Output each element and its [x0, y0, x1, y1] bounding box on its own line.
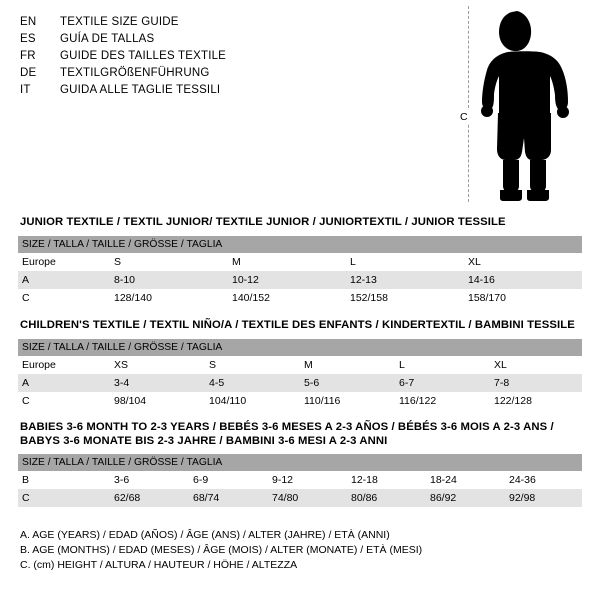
- cell: 74/80: [268, 489, 347, 507]
- section-heading-babies: [20, 420, 554, 448]
- cell: 80/86: [347, 489, 426, 507]
- cell: M: [300, 356, 395, 374]
- babies-size-table: [18, 454, 582, 507]
- language-title: GUIDE DES TAILLES TEXTILE: [60, 50, 227, 62]
- row-label: A: [18, 374, 110, 392]
- cell: L: [395, 356, 490, 374]
- height-guide-line: [468, 6, 469, 202]
- cell: 3-4: [110, 374, 205, 392]
- section-heading-babies-line1: BABIES 3-6 MONTH TO 2-3 YEARS / BEBÉS 3-6 MESES A 2-3 AÑOS / BÉBÉS 3-6 MOIS A 2-3 ANS /: [20, 421, 554, 433]
- cell: 122/128: [490, 392, 582, 410]
- cell: S: [110, 253, 228, 271]
- table-header-row: [18, 454, 582, 471]
- cell: 116/122: [395, 392, 490, 410]
- cell: 12-18: [347, 471, 426, 489]
- junior-size-table: [18, 236, 582, 307]
- table-header-label: SIZE / TALLA / TAILLE / GRÖSSE / TAGLIA: [18, 236, 582, 253]
- footnote-block: [20, 528, 422, 573]
- language-title: TEXTILE SIZE GUIDE: [60, 16, 179, 28]
- measure-label-c: C: [460, 111, 468, 123]
- cell: 3-6: [110, 471, 189, 489]
- row-label: C: [18, 489, 110, 507]
- table-header-label: SIZE / TALLA / TAILLE / GRÖSSE / TAGLIA: [18, 454, 582, 471]
- cell: 8-10: [110, 271, 228, 289]
- cell: 86/92: [426, 489, 505, 507]
- table-row: [18, 374, 582, 392]
- cell: 68/74: [189, 489, 268, 507]
- table-row: [18, 392, 582, 410]
- footnote-a: A. AGE (YEARS) / EDAD (AÑOS) / ÂGE (ANS) / ALTER (JAHRE) / ETÀ (ANNI): [20, 529, 390, 541]
- cell: XL: [490, 356, 582, 374]
- language-row: [20, 48, 440, 64]
- section-heading-babies-line2: BABYS 3-6 MONATE BIS 2-3 JAHRE / BAMBINI 3-6 MESI A 2-3 ANNI: [20, 435, 388, 447]
- cell: 18-24: [426, 471, 505, 489]
- row-label: Europe: [18, 253, 110, 271]
- section-heading-junior: JUNIOR TEXTILE / TEXTIL JUNIOR/ TEXTILE JUNIOR / JUNIORTEXTIL / JUNIOR TESSILE: [20, 216, 506, 228]
- cell: 10-12: [228, 271, 346, 289]
- language-row: [20, 82, 440, 98]
- language-row: [20, 65, 440, 81]
- table-row: [18, 253, 582, 271]
- cell: M: [228, 253, 346, 271]
- table-row: [18, 489, 582, 507]
- cell: 12-13: [346, 271, 464, 289]
- language-title: GUIDA ALLE TAGLIE TESSILI: [60, 84, 221, 96]
- language-code: IT: [20, 84, 31, 96]
- footnote-c: C. (cm) HEIGHT / ALTURA / HAUTEUR / HÖHE / ALTEZZA: [20, 559, 298, 571]
- cell: S: [205, 356, 300, 374]
- cell: 4-5: [205, 374, 300, 392]
- cell: 7-8: [490, 374, 582, 392]
- row-label: C: [18, 392, 110, 410]
- cell: L: [346, 253, 464, 271]
- language-code: FR: [20, 50, 36, 62]
- cell: 110/116: [300, 392, 395, 410]
- cell: 5-6: [300, 374, 395, 392]
- language-title: TEXTILGRÖßENFÜHRUNG: [60, 67, 210, 79]
- cell: 92/98: [505, 489, 582, 507]
- language-code: DE: [20, 67, 37, 79]
- row-label: A: [18, 271, 110, 289]
- language-code: ES: [20, 33, 36, 45]
- row-label: B: [18, 471, 110, 489]
- cell: XS: [110, 356, 205, 374]
- cell: 9-12: [268, 471, 347, 489]
- cell: 128/140: [110, 289, 228, 307]
- row-label: Europe: [18, 356, 110, 374]
- table-header-row: [18, 339, 582, 356]
- table-row: [18, 289, 582, 307]
- language-row: [20, 14, 440, 30]
- cell: 6-9: [189, 471, 268, 489]
- table-header-row: [18, 236, 582, 253]
- table-row: [18, 471, 582, 489]
- language-code: EN: [20, 16, 37, 28]
- cell: 62/68: [110, 489, 189, 507]
- cell: 24-36: [505, 471, 582, 489]
- cell: 158/170: [464, 289, 582, 307]
- language-title: GUÍA DE TALLAS: [60, 33, 155, 45]
- table-header-label: SIZE / TALLA / TAILLE / GRÖSSE / TAGLIA: [18, 339, 582, 356]
- cell: 140/152: [228, 289, 346, 307]
- table-row: [18, 271, 582, 289]
- cell: XL: [464, 253, 582, 271]
- language-row: [20, 31, 440, 47]
- cell: 14-16: [464, 271, 582, 289]
- cell: 152/158: [346, 289, 464, 307]
- cell: 104/110: [205, 392, 300, 410]
- measurement-figure: [450, 6, 590, 206]
- cell: 6-7: [395, 374, 490, 392]
- child-silhouette-icon: [478, 10, 588, 202]
- footnote-b: B. AGE (MONTHS) / EDAD (MESES) / ÂGE (MOIS) / ALTER (MONATE) / ETÀ (MESI): [20, 544, 423, 556]
- cell: 98/104: [110, 392, 205, 410]
- row-label: C: [18, 289, 110, 307]
- language-title-block: [20, 14, 440, 99]
- table-row: [18, 356, 582, 374]
- children-size-table: [18, 339, 582, 410]
- section-heading-children: CHILDREN'S TEXTILE / TEXTIL NIÑO/A / TEXTILE DES ENFANTS / KINDERTEXTIL / BAMBINI TESSILE: [20, 319, 575, 331]
